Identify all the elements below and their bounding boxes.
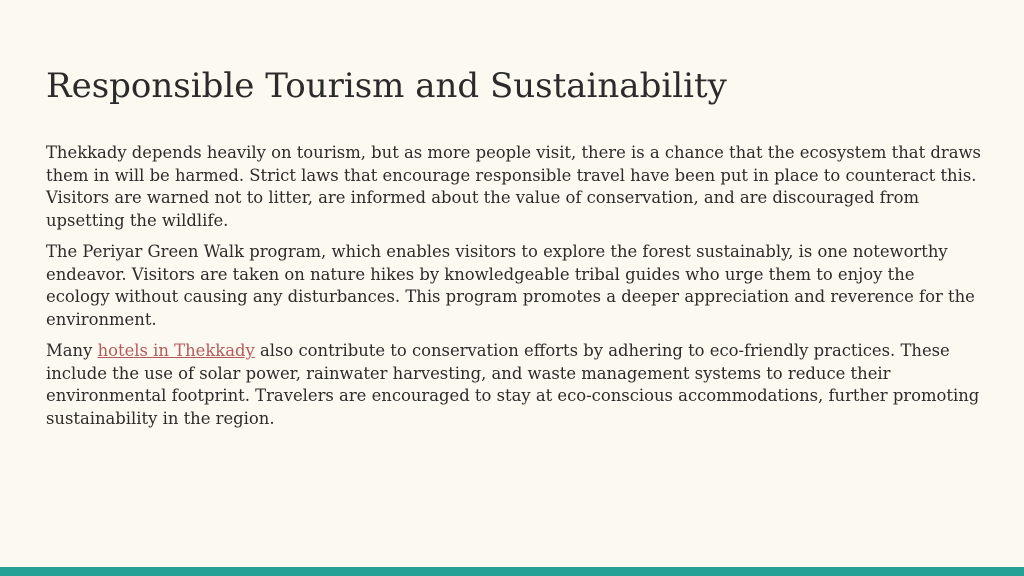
page-title: Responsible Tourism and Sustainability xyxy=(46,66,727,106)
body-text xyxy=(46,142,981,439)
paragraph-3-lead: Many xyxy=(46,341,98,360)
paragraph-3-rest: also contribute to conservation efforts by adhering to eco-friendly practices. These include the use of solar power, rainwater harvesting, and waste management systems to reduce their environmental footprint. Travelers are encouraged to stay at eco-conscious accommodations, further promoting sustainability in the region. xyxy=(46,341,980,428)
paragraph-3 xyxy=(46,340,981,430)
hotels-link[interactable]: hotels in Thekkady xyxy=(97,341,255,360)
paragraph-1: Thekkady depends heavily on tourism, but as more people visit, there is a chance that the ecosystem that draws them in will be harmed. Strict laws that encourage responsible travel have been put in place to counteract this. Visitors are warned not to litter, are informed about the value of conservation, and are discouraged from upsetting the wildlife. xyxy=(46,143,981,230)
accent-bar xyxy=(0,567,1024,576)
paragraph-2: The Periyar Green Walk program, which enables visitors to explore the forest sustainably, is one noteworthy endeavor. Visitors are taken on nature hikes by knowledgeable tribal guides who urge them to enjoy the ecology without causing any disturbances. This program promotes a deeper appreciation and reverence for the environment. xyxy=(46,242,975,329)
